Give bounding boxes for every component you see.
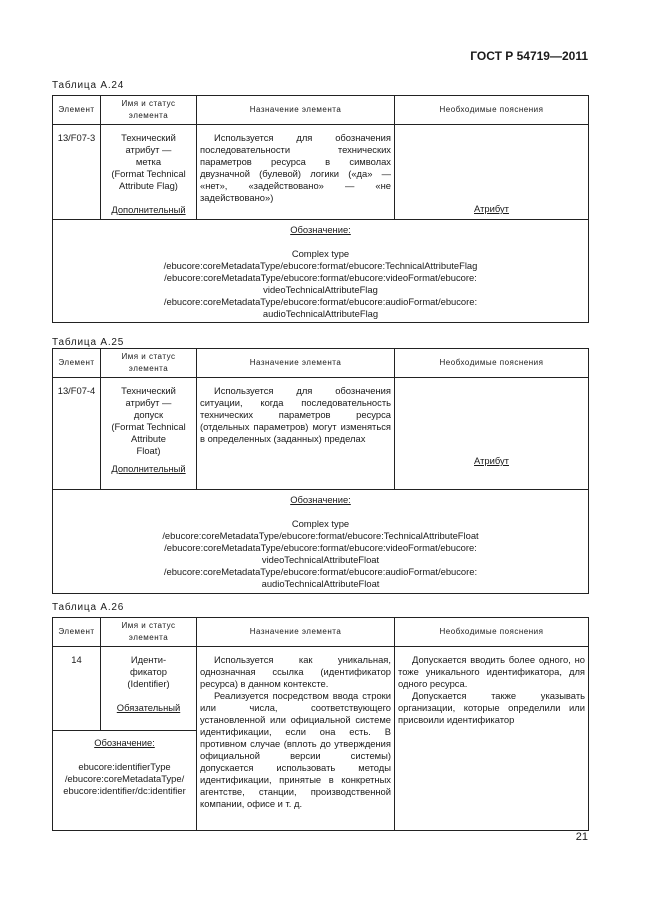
type-path: /ebucore:coreMetadataType/ebucore:format/ebucore:videoFormat/ebucore: bbox=[164, 272, 477, 283]
name-status-cell bbox=[101, 647, 197, 731]
notation-label: Обозначение: bbox=[290, 224, 351, 235]
table-a26 bbox=[52, 617, 589, 831]
col-purpose: Назначение элемента bbox=[197, 618, 395, 647]
col-explanations: Необходимые пояснения bbox=[395, 618, 589, 647]
element-id: 13/F07-3 bbox=[53, 125, 101, 220]
col-explanations: Необходимые пояснения bbox=[395, 349, 589, 378]
type-path: audioTechnicalAttributeFlag bbox=[262, 308, 379, 319]
notation-cell bbox=[53, 731, 197, 831]
name-status-cell bbox=[101, 378, 197, 490]
element-explanation bbox=[395, 647, 589, 831]
col-explanations: Необходимые пояснения bbox=[395, 96, 589, 125]
table-a24 bbox=[52, 95, 589, 323]
element-status: Дополнительный bbox=[111, 463, 186, 474]
element-name: Технический атрибут — метка (Format Technical Attribute Flag) bbox=[111, 132, 186, 191]
element-purpose bbox=[197, 647, 395, 831]
element-name: Иденти- фикатор (Identifier) bbox=[127, 654, 170, 689]
col-name-status: Имя и статус элемента bbox=[101, 618, 197, 647]
type-path: audioTechnicalAttributeFloat bbox=[261, 578, 380, 589]
type-path: /ebucore:coreMetadataType/ebucore:format/ebucore:TechnicalAttributeFlag bbox=[163, 260, 478, 271]
type-path: ebucore:identifierType bbox=[78, 761, 171, 772]
element-id: 13/F07-4 bbox=[53, 378, 101, 490]
table-a24-caption: Таблица А.24 bbox=[52, 80, 125, 91]
page-number: 21 bbox=[575, 831, 588, 843]
notation-cell bbox=[53, 490, 589, 594]
type-path: /ebucore:coreMetadataType/ebucore:format/ebucore:audioFormat/ebucore: bbox=[163, 296, 478, 307]
explanation-paragraph: Допускается вводить более одного, но тоже уникального идентификатора, для одного ресурса. bbox=[398, 654, 585, 689]
purpose-paragraph: Реализуется посредством ввода строки или числа, соответствующего установленной или официальной системе идентификации, если она есть. В противном случае (вплоть до утверждения официальной версии системы) допускается использовать методы идентификации, принятые в конкретных агентстве, станции, производственной компании, офисе и т. д. bbox=[200, 690, 391, 809]
col-element: Элемент bbox=[53, 349, 101, 378]
complex-type: Complex type bbox=[291, 248, 350, 259]
notation-label: Обозначение: bbox=[290, 494, 351, 505]
col-purpose: Назначение элемента bbox=[197, 96, 395, 125]
document-code: ГОСТ Р 54719—2011 bbox=[470, 49, 588, 63]
element-purpose: Используется для обозначения ситуации, когда последовательность технических параметров ресурса (отдельных параметров) могут изменяться в определенных (заданных) пределах bbox=[197, 378, 395, 490]
type-path: /ebucore:coreMetadataType/ebucore:format/ebucore:videoFormat/ebucore: bbox=[164, 542, 477, 553]
col-name-status: Имя и статус элемента bbox=[101, 349, 197, 378]
notation-cell bbox=[53, 220, 589, 323]
col-element: Элемент bbox=[53, 96, 101, 125]
type-path: /ebucore:coreMetadataType/ebucore:format/ebucore:audioFormat/ebucore: bbox=[163, 566, 478, 577]
type-path: /ebucore:coreMetadataType/ebucore:format/ebucore:TechnicalAttributeFloat bbox=[162, 530, 479, 541]
table-a25-caption: Таблица А.25 bbox=[52, 337, 125, 348]
element-explanation: Атрибут bbox=[395, 378, 589, 490]
col-element: Элемент bbox=[53, 618, 101, 647]
element-id: 14 bbox=[53, 647, 101, 731]
table-a25 bbox=[52, 348, 589, 594]
explanation-paragraph: Допускается также указывать организации, которые определили или присвоили идентификатор bbox=[398, 690, 585, 725]
element-name: Технический атрибут — допуск (Format Technical Attribute Float) bbox=[111, 385, 186, 456]
table-a26-caption: Таблица А.26 bbox=[52, 602, 125, 613]
purpose-paragraph: Используется как уникальная, однозначная ссылка (идентификатор ресурса) в данном контексте. bbox=[200, 654, 391, 689]
element-status: Дополнительный bbox=[111, 204, 186, 215]
type-path: /ebucore:coreMetadataType/ bbox=[64, 773, 185, 784]
type-path: videoTechnicalAttributeFlag bbox=[263, 284, 378, 295]
name-status-cell bbox=[101, 125, 197, 220]
notation-label: Обозначение: bbox=[94, 737, 155, 748]
element-explanation: Атрибут bbox=[395, 125, 589, 220]
col-purpose: Назначение элемента bbox=[197, 349, 395, 378]
complex-type: Complex type bbox=[291, 518, 350, 529]
col-name-status: Имя и статус элемента bbox=[101, 96, 197, 125]
type-path: videoTechnicalAttributeFloat bbox=[261, 554, 380, 565]
element-purpose: Используется для обозначения последовательности технических параметров ресурса в символах двузначной (булевой) логики («да» — «нет», «задействовано» — «не задействовано») bbox=[197, 125, 395, 220]
type-path: ebucore:identifier/dc:identifier bbox=[63, 785, 186, 796]
element-status: Обязательный bbox=[116, 702, 181, 713]
